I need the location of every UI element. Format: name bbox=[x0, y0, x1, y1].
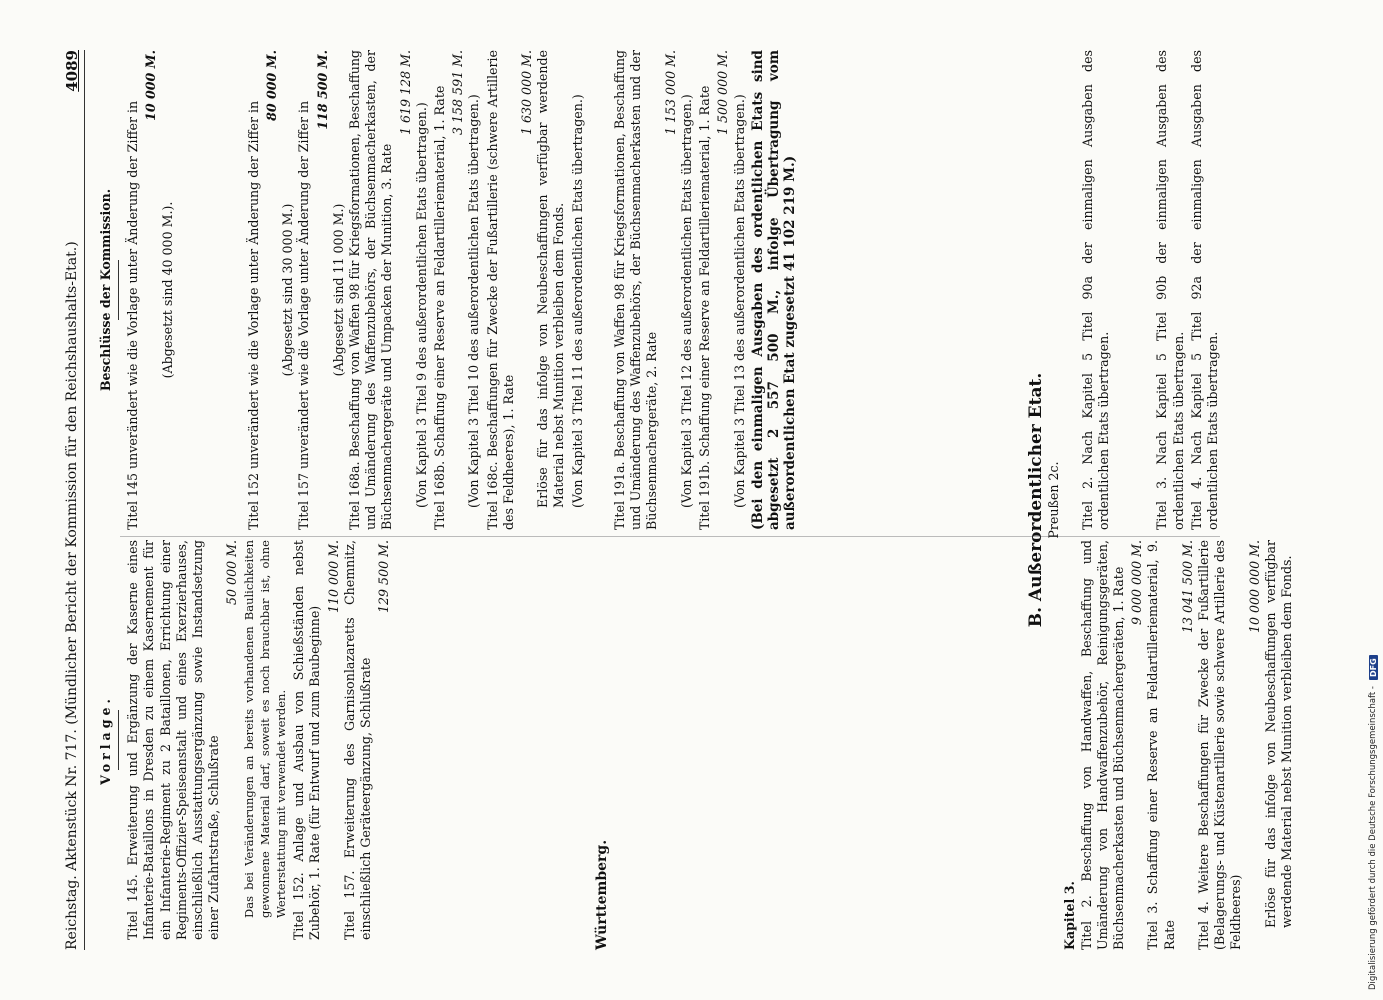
page-header bbox=[60, 50, 85, 950]
ausserordentlich-subheading: Preußen 2c. bbox=[1046, 461, 1062, 539]
beschluss-item: Titel 191a. Beschaffung von Waffen 98 für Kriegsformationen, Beschaffung und Umänderung des Waffenzubehörs, der Büchsenmacherkasten und der Büchsenmachergeräte, 2. Rate bbox=[612, 50, 660, 530]
kapitel-heading: Kapitel 3. bbox=[1062, 881, 1078, 950]
ausserordentlich-heading: B. Außerordentlicher Etat. bbox=[1026, 372, 1046, 628]
etat-transfer: Titel 4. Nach Kapitel 5 Titel 92a der einmaligen Ausgaben des ordentlichen Etats übertragen. bbox=[1188, 50, 1221, 530]
beschluesse-heading: Beschlüsse der Kommission. bbox=[98, 188, 113, 392]
vorlage-amount: 50 000 M. bbox=[224, 540, 240, 605]
beschluss-note: (Abgesetzt sind 40 000 M.). bbox=[159, 201, 175, 379]
vorlage-heading: Vorlage. bbox=[98, 695, 113, 785]
etat-note: Erlöse für das infolge von Neubeschaffungen verfügbar werdende Material nebst Munition verbleiben dem Fonds. bbox=[1262, 540, 1295, 928]
beschluss-note: (Von Kapitel 3 Titel 10 des außerordentlichen Etats übertragen.) bbox=[466, 94, 482, 508]
beschluss-item: Titel 152 unverändert wie die Vorlage unter Änderung der Ziffer in bbox=[245, 100, 261, 530]
ausserordentlich-left-column bbox=[1020, 372, 1320, 950]
vorlage-column bbox=[98, 540, 818, 940]
beschluss-note: (Von Kapitel 3 Titel 12 des außerordentlichen Etats übertragen.) bbox=[678, 94, 694, 508]
beschluss-amount: 80 000 M. bbox=[264, 50, 280, 121]
beschluss-item: Titel 168b. Schaffung einer Reserve an Feldartilleriematerial, 1. Rate bbox=[432, 85, 448, 530]
beschluss-amount: 3 158 591 M. bbox=[450, 50, 466, 135]
vorlage-item: Titel 157. Erweiterung des Garnisonlazaretts Chemnitz, einschließlich Geräteergänzung, Schlußrate bbox=[341, 540, 374, 940]
etat-amount: 9 000 000 M. bbox=[1129, 540, 1145, 625]
ausserordentlich-right-column bbox=[1020, 50, 1320, 530]
etat-amount: 13 041 500 M. bbox=[1179, 540, 1195, 634]
etat-item: Titel 3. Schaffung einer Reserve an Feldartilleriematerial, 9. Rate bbox=[1145, 540, 1177, 950]
dfg-logo: DFG bbox=[1369, 655, 1378, 680]
wuerttemberg-heading: Württemberg. bbox=[593, 839, 610, 950]
beschluss-amount: 1 153 000 M. bbox=[662, 50, 678, 135]
beschluss-item: Titel 168c. Beschaffungen für Zwecke der Fußartillerie (schwere Artillerie des Feldheeres), 1. Rate bbox=[484, 50, 516, 530]
vorlage-note: Das bei Veränderungen an bereits vorhandenen Baulichkeiten gewonnene Material darf, soweit es noch brauchbar ist, ohne Werterstattung mit verwendet werden. bbox=[241, 540, 289, 918]
beschluss-amount: 10 000 M. bbox=[143, 50, 159, 121]
heading-rule bbox=[118, 710, 119, 770]
beschluss-note: (Abgesetzt sind 11 000 M.) bbox=[330, 203, 346, 377]
beschluss-amount: 1 630 000 M. bbox=[519, 50, 535, 135]
beschluss-item: Titel 191b. Schaffung einer Reserve an Feldartilleriematerial, 1. Rate bbox=[697, 85, 713, 530]
page-number: 4089 bbox=[62, 50, 81, 92]
etat-transfer: Titel 3. Nach Kapitel 5 Titel 90b der einmaligen Ausgaben des ordentlichen Etats übertragen. bbox=[1154, 50, 1186, 530]
etat-transfer: Titel 2. Nach Kapitel 5 Titel 90a der einmaligen Ausgaben des ordentlichen Etats übertragen. bbox=[1080, 50, 1112, 530]
beschluss-note: (Von Kapitel 3 Titel 13 des außerordentlichen Etats übertragen.) bbox=[731, 94, 747, 508]
beschluss-amount: 1 619 128 M. bbox=[397, 50, 413, 135]
beschluss-item: Titel 145 unverändert wie die Vorlage unter Änderung der Ziffer in bbox=[125, 100, 141, 530]
heading-rule bbox=[118, 260, 119, 320]
beschluss-note: (Von Kapitel 3 Titel 9 des außerordentlichen Etats übertragen.) bbox=[413, 102, 429, 508]
vorlage-amount: 129 500 M. bbox=[376, 540, 392, 613]
beschluss-amount: 118 500 M. bbox=[314, 50, 330, 130]
beschluss-item: Titel 157 unverändert wie die Vorlage unter Änderung der Ziffer in bbox=[296, 100, 312, 530]
etat-item: Titel 2. Beschaffung von Handwaffen, Beschaffung und Umänderung von Handwaffenzubehör, Reinigungsgeräten, Büchsenmacherkasten und Büchsenmachergeräten, 1. Rate bbox=[1078, 540, 1127, 950]
beschluss-item: Titel 168a. Beschaffung von Waffen 98 für Kriegsformationen, Beschaffung und Umänderung des Waffenzubehörs, der Büchsenmacherkasten, der Büchsenmachergeräte und Umpacken der Munition, 3. Rate bbox=[347, 50, 395, 530]
vorlage-amount: 110 000 M. bbox=[325, 540, 341, 613]
etat-item: Titel 4. Weitere Beschaffungen für Zwecke der Fußartillerie (Belagerungs- und Küstenartillerie sowie schwere Artillerie des Feldheeres) bbox=[1196, 540, 1244, 950]
vorlage-item: Titel 152. Anlage und Ausbau von Schießständen nebst Zubehör, 1. Rate (für Entwurf und zum Baubeginne) bbox=[291, 540, 323, 940]
digitization-note bbox=[1368, 350, 1378, 990]
summary-note: (Bei den einmaligen Ausgaben des ordentlichen Etats sind abgesetzt 2 557 500 M., infolge Übertragung vom außerordentlichen Etat zugesetzt 41 102 219 M.) bbox=[749, 50, 799, 530]
beschluss-note: (Abgesetzt sind 30 000 M.) bbox=[280, 203, 296, 377]
rotated-sheet bbox=[20, 40, 1340, 960]
etat-amount: 10 000 000 M. bbox=[1246, 540, 1262, 634]
beschluss-note: Erlöse für das infolge von Neubeschaffungen verfügbar werdende Material nebst Munition verbleiben dem Fonds. bbox=[535, 50, 567, 508]
header-title: Reichstag. Aktenstück Nr. 717. (Mündlicher Bericht der Kommission für den Reichshaushalts-Etat.) bbox=[63, 241, 80, 950]
beschluss-note: (Von Kapitel 3 Titel 11 des außerordentlichen Etats übertragen.) bbox=[569, 94, 585, 508]
beschluss-amount: 1 500 000 M. bbox=[715, 50, 731, 135]
footer-text: Digitalisierung gefördert durch die Deutsche Forschungsgemeinschaft - bbox=[1368, 686, 1378, 990]
vorlage-item: Titel 145. Erweiterung und Ergänzung der Kaserne eines Infanterie-Bataillons in Dresden zu einem Kasernement für ein Infanterie-Regiment zu 2 Bataillonen, Errichtung einer Regiments-Offizier-Speiseanstalt und eines Exerzierhauses, einschließlich Ausstattungsergänzung sowie Instandsetzung einer Zufahrtstraße, Schlußrate bbox=[125, 540, 222, 940]
